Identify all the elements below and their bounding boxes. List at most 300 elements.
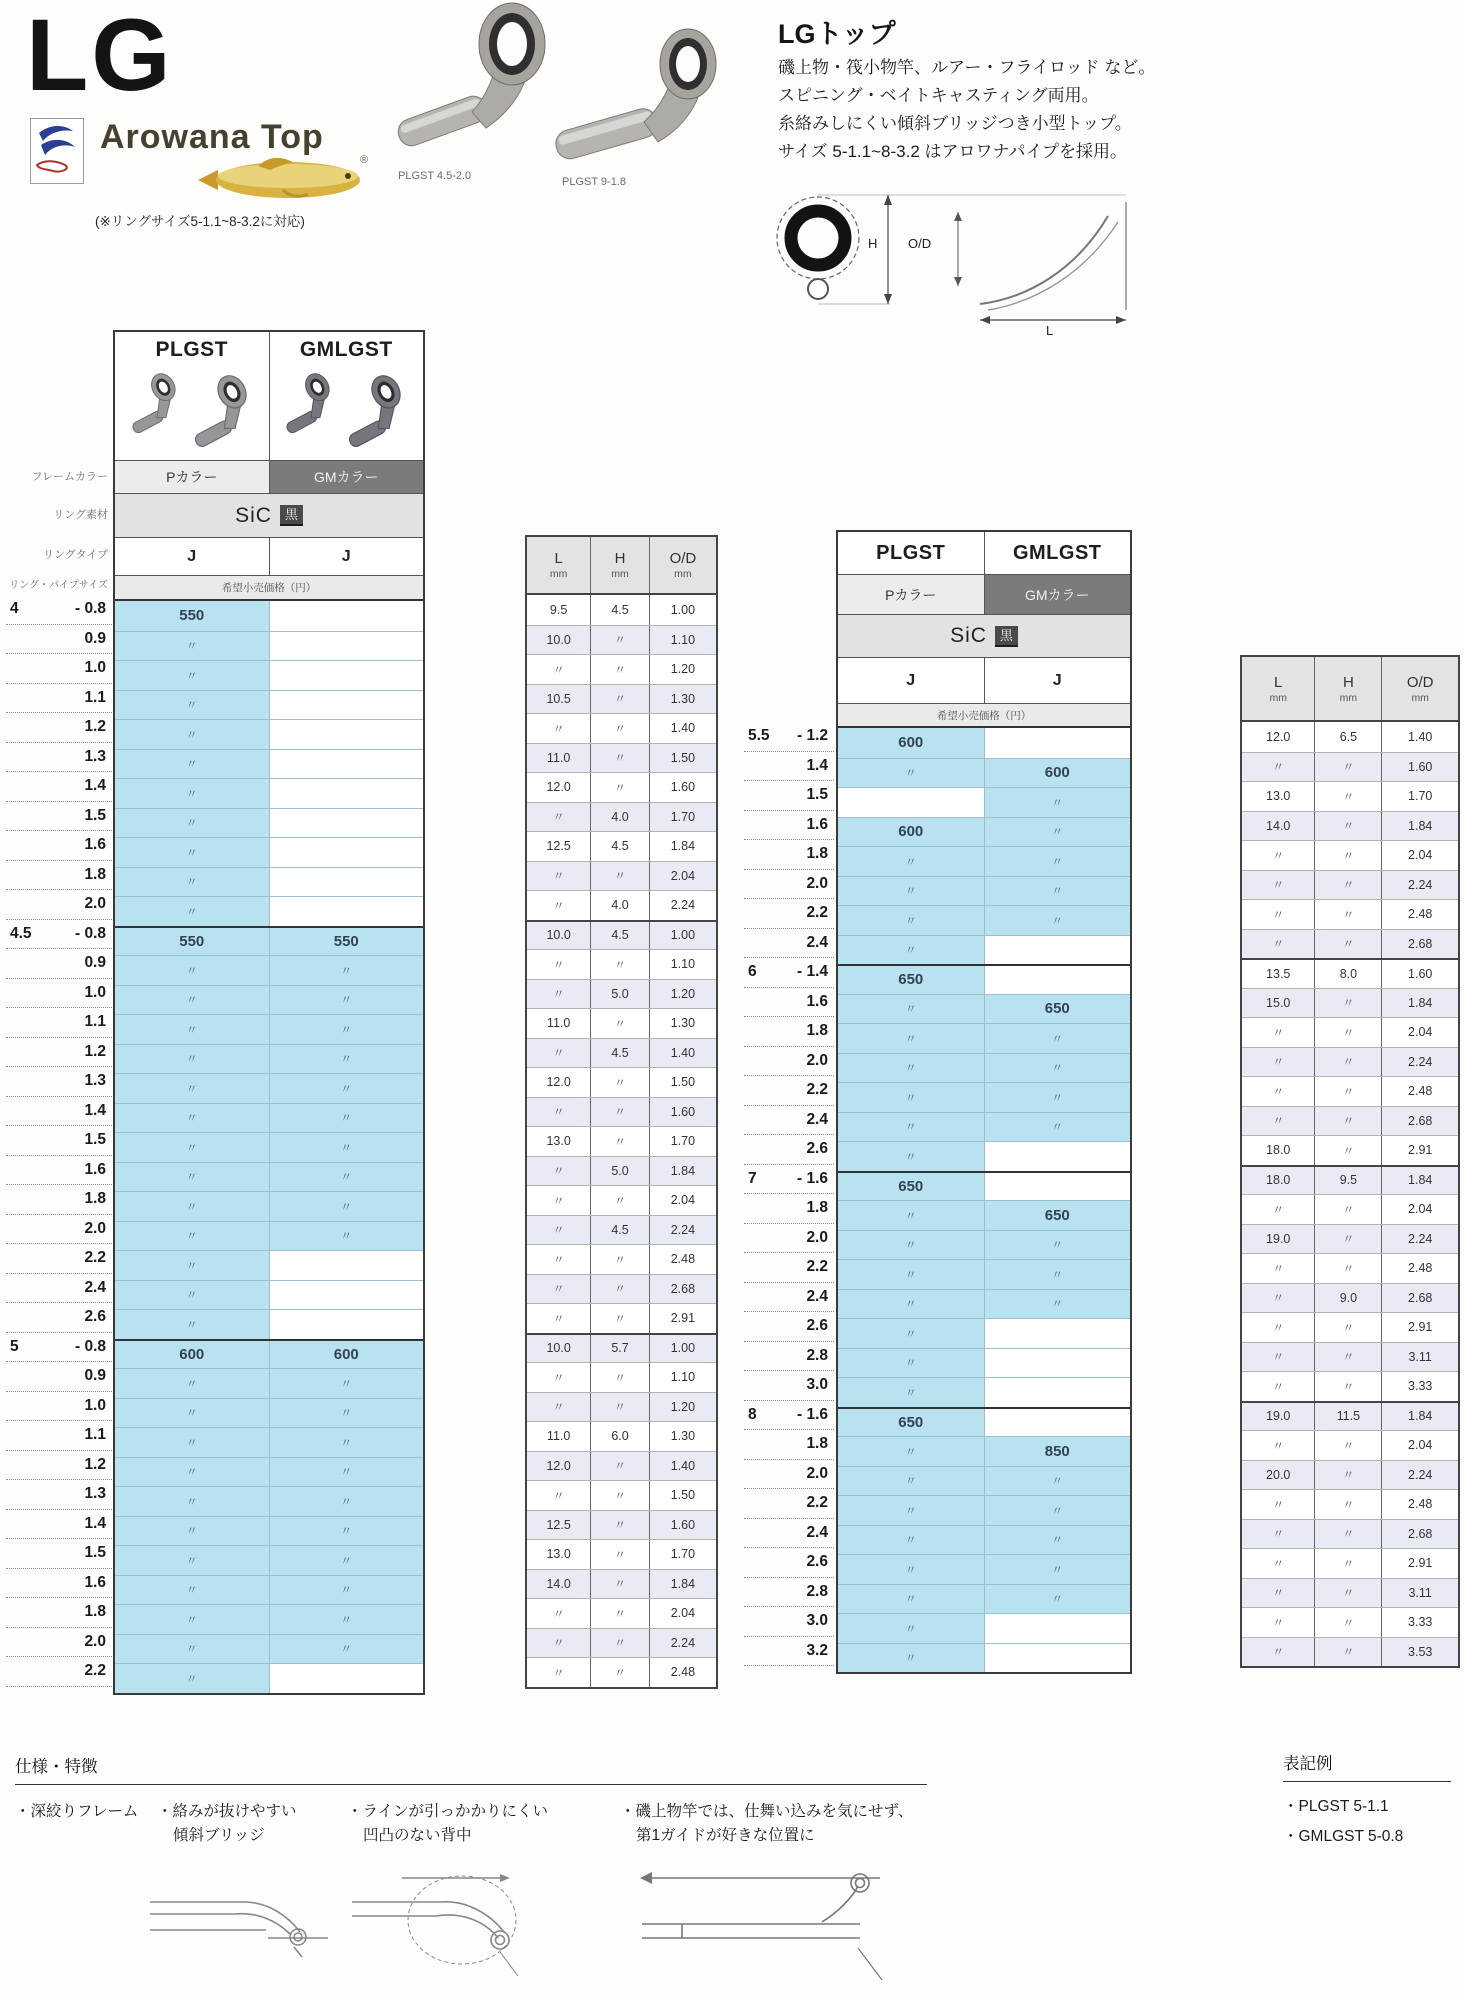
price-row: [115, 926, 423, 956]
price-row: [115, 1280, 423, 1310]
measure-cell-h: 〃: [591, 1245, 650, 1274]
size-label: 2.2: [6, 1657, 112, 1687]
measure-cell-l: 14.0: [1242, 812, 1315, 841]
column-header-od: O/D mm: [669, 550, 697, 580]
price-cell-gmlgst: 〃: [270, 1546, 424, 1575]
measure-row: [1242, 752, 1458, 782]
measure-row: [527, 595, 716, 625]
price-cell-gmlgst: 〃: [985, 1054, 1131, 1083]
measure-cell-l: 〃: [527, 862, 591, 891]
arowana-top-logo: [98, 110, 408, 210]
size-label: 7 - 1.6: [744, 1165, 834, 1195]
measure-cell-od: 2.91: [1408, 1320, 1433, 1335]
measure-cell-od: 2.04: [1408, 1438, 1433, 1453]
price-cell-gmlgst: [985, 1173, 1131, 1201]
measure-cell-l: 〃: [1242, 841, 1315, 870]
price-row: [838, 1289, 1130, 1319]
measure-row: [1242, 1194, 1458, 1224]
price-cell-plgst: 〃: [838, 1290, 985, 1319]
size-label: 1.1: [6, 1008, 112, 1038]
price-cell-gmlgst: 600: [985, 759, 1131, 788]
size-label: 2.4: [744, 929, 834, 959]
price-cell-gmlgst: 〃: [270, 1517, 424, 1546]
row-label-frame-color: フレームカラー: [31, 471, 108, 483]
price-row: [838, 994, 1130, 1024]
measure-row: [527, 1628, 716, 1658]
price-cell-plgst: 〃: [115, 1605, 270, 1634]
price-cell-plgst: 〃: [115, 868, 270, 897]
size-label: 1.4: [744, 752, 834, 782]
price-cell-gmlgst: 〃: [985, 1113, 1131, 1142]
price-row: [115, 837, 423, 867]
measure-cell-l: 〃: [1242, 871, 1315, 900]
measure-cell-l: 〃: [1242, 1018, 1315, 1047]
measure-cell-od: 2.24: [670, 898, 696, 913]
measure-cell-h: 〃: [591, 1570, 650, 1599]
price-cell-plgst: 〃: [115, 1015, 270, 1044]
measure-cell-h: 〃: [1315, 1431, 1382, 1460]
price-cell-plgst: 〃: [115, 691, 270, 720]
measure-cell-l: 11.0: [527, 744, 591, 773]
measure-cell-h: 4.0: [591, 803, 650, 832]
price-row: [838, 1436, 1130, 1466]
price-cell-plgst: 〃: [115, 1428, 270, 1457]
price-cell-gmlgst: [270, 868, 424, 897]
price-cell-gmlgst: 〃: [270, 986, 424, 1015]
measure-cell-od: 2.04: [1408, 1202, 1433, 1217]
price-cell-gmlgst: 〃: [270, 1605, 424, 1634]
diagram-label-od: O/D: [908, 236, 932, 251]
measure-cell-h: 6.5: [1315, 722, 1382, 752]
measure-cell-l: 〃: [527, 980, 591, 1009]
price-cell-gmlgst: 〃: [270, 1163, 424, 1192]
price-header: 希望小売価格（円）: [115, 576, 423, 601]
measure-row: [1242, 1224, 1458, 1254]
measure-cell-h: 〃: [1315, 1490, 1382, 1519]
measure-cell-h: 8.0: [1315, 960, 1382, 988]
price-row: [838, 1200, 1130, 1230]
measure-cell-l: 〃: [527, 655, 591, 684]
size-label: 2.6: [744, 1312, 834, 1342]
measure-row: [527, 1067, 716, 1097]
price-row: [115, 1575, 423, 1605]
price-cell-gmlgst: 〃: [985, 1555, 1131, 1584]
measure-row: [527, 743, 716, 773]
diagram-label-h: H: [868, 236, 878, 251]
measure-cell-od: 1.60: [1408, 759, 1433, 774]
measure-cell-h: 〃: [591, 950, 650, 979]
measure-cell-od: 1.70: [670, 1134, 696, 1149]
price-row: [115, 1162, 423, 1192]
size-label: 3.2: [744, 1637, 834, 1667]
price-row: [115, 955, 423, 985]
measure-row: [527, 654, 716, 684]
price-row: [115, 1516, 423, 1546]
measure-cell-l: 〃: [527, 1629, 591, 1658]
measure-cell-od: 2.91: [1408, 1143, 1433, 1158]
price-cell-plgst: 〃: [838, 906, 985, 935]
price-cell-plgst: 〃: [115, 1045, 270, 1074]
gmlgst-product-thumbnail: [276, 362, 416, 450]
price-cell-plgst: 〃: [115, 779, 270, 808]
size-label: 2.8: [744, 1342, 834, 1372]
price-row: [115, 690, 423, 720]
measure-cell-l: 12.0: [527, 1452, 591, 1481]
measure-cell-l: 〃: [1242, 1372, 1315, 1401]
size-label: 2.8: [744, 1578, 834, 1608]
price-cell-gmlgst: 〃: [985, 847, 1131, 876]
price-cell-plgst: 〃: [838, 1260, 985, 1289]
price-cell-gmlgst: [985, 1142, 1131, 1171]
measure-cell-od: 1.30: [670, 1016, 696, 1031]
measurement-header-row: [527, 537, 716, 595]
price-cell-gmlgst: 〃: [985, 1083, 1131, 1112]
size-label: 2.2: [744, 899, 834, 929]
price-cell-plgst: 〃: [115, 1664, 270, 1693]
price-row: [115, 1486, 423, 1516]
measure-row: [527, 772, 716, 802]
measure-cell-h: 〃: [591, 1481, 650, 1510]
measure-row: [527, 1510, 716, 1540]
price-cell-plgst: 〃: [115, 632, 270, 661]
measure-row: [527, 684, 716, 714]
price-row: [838, 905, 1130, 935]
price-cell-gmlgst: 〃: [985, 906, 1131, 935]
measure-cell-od: 2.24: [1408, 1054, 1433, 1069]
ring-type-row: [115, 538, 423, 576]
measure-cell-l: 11.0: [527, 1009, 591, 1038]
price-cell-plgst: 550: [115, 601, 270, 631]
price-cell-plgst: 〃: [838, 1526, 985, 1555]
price-cell-plgst: 〃: [838, 1467, 985, 1496]
measure-row: [1242, 1135, 1458, 1165]
price-row: [838, 1318, 1130, 1348]
photo-caption: PLGST 4.5-2.0: [398, 170, 472, 182]
price-cell-gmlgst: 〃: [270, 1635, 424, 1664]
price-cell-plgst: 〃: [838, 1054, 985, 1083]
measure-cell-od: 1.70: [670, 809, 696, 824]
measure-cell-od: 2.48: [1408, 1261, 1433, 1276]
size-label: 2.0: [6, 1628, 112, 1658]
measure-cell-l: 15.0: [1242, 989, 1315, 1018]
price-cell-plgst: 〃: [838, 1142, 985, 1171]
measure-row: [1242, 1106, 1458, 1136]
measure-cell-od: 2.68: [1408, 936, 1433, 951]
description-line: サイズ 5-1.1~8-3.2 はアロワナパイプを採用。: [778, 141, 1127, 161]
price-row: [115, 1545, 423, 1575]
price-cell-gmlgst: [270, 632, 424, 661]
measure-row: [527, 1215, 716, 1245]
measure-cell-l: 12.0: [527, 773, 591, 802]
measure-cell-od: 1.50: [670, 750, 696, 765]
measure-cell-od: 1.84: [1408, 995, 1433, 1010]
price-cell-plgst: 〃: [838, 877, 985, 906]
price-cell-plgst: 650: [838, 1409, 985, 1437]
measure-cell-od: 1.84: [670, 839, 696, 854]
measure-cell-od: 2.48: [670, 1665, 696, 1680]
measure-cell-l: 10.5: [527, 685, 591, 714]
feature-line: 第1ガイドが好きな位置に: [636, 1827, 815, 1845]
size-label: 3.0: [744, 1607, 834, 1637]
size-label: 2.2: [744, 1253, 834, 1283]
plgst-product-thumbnail: [122, 362, 262, 450]
measure-cell-h: 4.5: [591, 1039, 650, 1068]
ring-type-p: J: [115, 538, 270, 575]
price-row: [838, 728, 1130, 758]
measure-cell-l: 12.5: [527, 832, 591, 861]
description-line: スピニング・ベイトキャスティング両用。: [778, 85, 1099, 105]
measure-cell-od: 1.84: [670, 1576, 696, 1591]
price-row: [838, 1112, 1130, 1142]
product-description: [778, 54, 1458, 166]
description-line: 糸絡みしにくい傾斜ブリッジつき小型トップ。: [778, 113, 1132, 133]
feature-illustration-guide-position: [622, 1862, 894, 1990]
frame-color-p: Pカラー: [838, 575, 985, 614]
size-label: 1.6: [744, 811, 834, 841]
measure-cell-od: 2.48: [1408, 907, 1433, 922]
measure-cell-h: 〃: [1315, 1254, 1382, 1283]
size-label: 1.8: [6, 1185, 112, 1215]
measure-cell-h: 4.0: [591, 891, 650, 920]
measure-row: [1242, 1607, 1458, 1637]
size-label: 1.4: [6, 1510, 112, 1540]
measure-cell-h: 9.0: [1315, 1284, 1382, 1313]
page-title: LG: [26, 0, 174, 112]
measure-row: [1242, 1165, 1458, 1195]
measure-cell-h: 〃: [1315, 930, 1382, 959]
frame-color-row: [838, 575, 1130, 615]
measure-row: [1242, 722, 1458, 752]
size-label: 1.0: [6, 654, 112, 684]
measure-cell-l: 14.0: [527, 1570, 591, 1599]
size-label: 2.2: [744, 1489, 834, 1519]
price-cell-plgst: 〃: [838, 1113, 985, 1142]
price-cell-gmlgst: 〃: [985, 1496, 1131, 1525]
measure-cell-od: 1.40: [670, 721, 696, 736]
measure-cell-h: 〃: [1315, 989, 1382, 1018]
measure-cell-l: 〃: [527, 1363, 591, 1392]
price-cell-plgst: 〃: [115, 956, 270, 985]
measure-row: [527, 1480, 716, 1510]
price-row: [115, 1044, 423, 1074]
price-row: [838, 1525, 1130, 1555]
price-cell-plgst: 〃: [838, 936, 985, 965]
measure-cell-h: 〃: [591, 655, 650, 684]
price-row: [115, 601, 423, 631]
measure-row: [527, 1126, 716, 1156]
price-cell-gmlgst: 〃: [270, 1487, 424, 1516]
measure-row: [527, 949, 716, 979]
measure-cell-h: 〃: [591, 1658, 650, 1687]
price-row: [838, 1377, 1130, 1407]
measure-row: [527, 1539, 716, 1569]
size-label: 2.2: [744, 1076, 834, 1106]
measure-cell-l: 〃: [1242, 1254, 1315, 1283]
measure-cell-l: 13.0: [527, 1540, 591, 1569]
measure-cell-l: 〃: [527, 1245, 591, 1274]
measure-row: [1242, 899, 1458, 929]
price-row: [838, 817, 1130, 847]
size-label: 1.6: [744, 988, 834, 1018]
measure-cell-od: 2.48: [670, 1252, 696, 1267]
diagram-label-l: L: [1046, 323, 1054, 338]
measure-cell-l: 〃: [1242, 1284, 1315, 1313]
price-row: [115, 1221, 423, 1251]
measure-cell-l: 18.0: [1242, 1136, 1315, 1165]
price-cell-gmlgst: 〃: [985, 1585, 1131, 1614]
price-cell-gmlgst: [985, 936, 1131, 965]
measure-row: [527, 831, 716, 861]
size-label: 2.4: [744, 1519, 834, 1549]
size-label: 3.0: [744, 1371, 834, 1401]
price-cell-gmlgst: [985, 1319, 1131, 1348]
features-rule: [15, 1784, 927, 1785]
price-cell-plgst: 〃: [838, 1083, 985, 1112]
measure-cell-od: 1.00: [670, 928, 696, 943]
measure-row: [1242, 840, 1458, 870]
measure-cell-od: 1.84: [1408, 1409, 1433, 1424]
size-label: 6 - 1.4: [744, 958, 834, 988]
measure-cell-od: 1.50: [670, 1075, 696, 1090]
column-header-h: H mm: [591, 537, 650, 593]
price-cell-gmlgst: 〃: [985, 1290, 1131, 1319]
measure-cell-l: 〃: [527, 1304, 591, 1333]
photo-caption: PLGST 9-1.8: [562, 176, 626, 188]
size-label: 1.5: [6, 1539, 112, 1569]
measure-cell-od: 3.33: [1408, 1615, 1433, 1630]
size-label: 1.8: [6, 1598, 112, 1628]
price-cell-gmlgst: 〃: [270, 1104, 424, 1133]
model-name-gmlgst: GMLGST: [1012, 541, 1102, 564]
price-cell-plgst: 〃: [115, 1222, 270, 1251]
price-cell-gmlgst: [270, 1664, 424, 1693]
price-cell-gmlgst: 〃: [270, 1399, 424, 1428]
price-cell-plgst: 〃: [115, 986, 270, 1015]
price-row: [115, 1191, 423, 1221]
price-cell-gmlgst: 650: [985, 995, 1131, 1024]
price-cell-plgst: 〃: [115, 1074, 270, 1103]
price-row: [115, 660, 423, 690]
measure-cell-od: 1.84: [1408, 818, 1433, 833]
price-cell-plgst: 〃: [115, 1281, 270, 1310]
measure-cell-od: 1.60: [670, 1104, 696, 1119]
measure-row: [1242, 1371, 1458, 1401]
measure-cell-h: 〃: [1315, 1225, 1382, 1254]
feature-line: 凹凸のない背中: [363, 1827, 472, 1845]
ring-material-badge: 黒: [995, 626, 1018, 647]
ring-material-row: [115, 494, 423, 538]
features-heading: 仕様・特徴: [15, 1758, 98, 1776]
price-cell-gmlgst: [985, 1409, 1131, 1437]
measure-row: [527, 1362, 716, 1392]
measure-cell-h: 11.5: [1315, 1403, 1382, 1431]
measure-cell-l: 〃: [527, 1157, 591, 1186]
measurement-header-row: [1242, 657, 1458, 722]
size-label: 0.9: [6, 949, 112, 979]
price-row: [115, 1604, 423, 1634]
column-header-od: O/D mm: [1406, 673, 1434, 704]
price-cell-gmlgst: 〃: [270, 1428, 424, 1457]
model-header-row: [115, 332, 423, 461]
measure-row: [527, 713, 716, 743]
arowana-logo-text: Arowana Top: [100, 118, 324, 156]
ring-material-badge: 黒: [280, 505, 303, 526]
price-row: [838, 1348, 1130, 1378]
measure-cell-l: 〃: [1242, 900, 1315, 929]
column-header-plgst: [838, 532, 985, 574]
price-cell-plgst: 〃: [115, 1369, 270, 1398]
price-row: [838, 935, 1130, 965]
measure-cell-h: 〃: [1315, 812, 1382, 841]
size-label: 1.8: [744, 1194, 834, 1224]
price-row: [115, 1250, 423, 1280]
price-cell-plgst: 〃: [115, 809, 270, 838]
measure-cell-h: 〃: [591, 1629, 650, 1658]
size-label: 2.0: [6, 890, 112, 920]
price-cell-gmlgst: 〃: [985, 1526, 1131, 1555]
price-cell-plgst: 550: [115, 928, 270, 956]
price-cell-plgst: 〃: [115, 750, 270, 779]
measure-row: [527, 1274, 716, 1304]
measure-cell-od: 2.91: [670, 1311, 696, 1326]
ring-type-gm: J: [1052, 671, 1062, 689]
price-cell-gmlgst: 〃: [985, 788, 1131, 817]
price-cell-gmlgst: [985, 1378, 1131, 1407]
size-label: 2.4: [744, 1106, 834, 1136]
price-cell-gmlgst: [270, 691, 424, 720]
left-price-table: [113, 330, 425, 1695]
measure-cell-l: 〃: [527, 1186, 591, 1215]
size-label: 1.3: [6, 1067, 112, 1097]
measure-row: [1242, 1076, 1458, 1106]
measure-cell-l: 18.0: [1242, 1167, 1315, 1195]
measure-row: [1242, 1283, 1458, 1313]
measure-row: [1242, 1253, 1458, 1283]
column-header-l: L mm: [1242, 657, 1315, 720]
price-cell-gmlgst: 〃: [985, 818, 1131, 847]
price-row: [838, 1171, 1130, 1201]
price-cell-plgst: 〃: [838, 1614, 985, 1643]
price-row: [838, 787, 1130, 817]
size-label: 1.5: [744, 781, 834, 811]
measure-cell-h: 〃: [591, 1009, 650, 1038]
measure-cell-l: 12.5: [527, 1511, 591, 1540]
size-label: 1.5: [6, 802, 112, 832]
measure-cell-od: 2.48: [1408, 1497, 1433, 1512]
ring-type-gm: J: [341, 547, 351, 565]
measure-cell-l: 9.5: [527, 595, 591, 625]
measure-row: [1242, 1047, 1458, 1077]
measure-cell-od: 2.24: [670, 1222, 696, 1237]
measure-row: [527, 890, 716, 920]
measure-cell-od: 1.40: [670, 1458, 696, 1473]
frame-color-row: [115, 461, 423, 494]
tangle-free-logo-icon: [31, 119, 81, 181]
price-cell-gmlgst: 〃: [270, 1192, 424, 1221]
measure-row: [527, 1097, 716, 1127]
price-cell-plgst: 〃: [838, 1496, 985, 1525]
measure-cell-h: 4.5: [591, 832, 650, 861]
measure-cell-od: 2.68: [1408, 1290, 1433, 1305]
measure-row: [1242, 1548, 1458, 1578]
measure-cell-l: 〃: [1242, 1313, 1315, 1342]
price-cell-plgst: 〃: [115, 897, 270, 926]
price-row: [115, 1457, 423, 1487]
measure-cell-h: 〃: [1315, 782, 1382, 811]
size-label: 1.5: [6, 1126, 112, 1156]
measure-row: [527, 1156, 716, 1186]
model-header-row: [838, 532, 1130, 575]
